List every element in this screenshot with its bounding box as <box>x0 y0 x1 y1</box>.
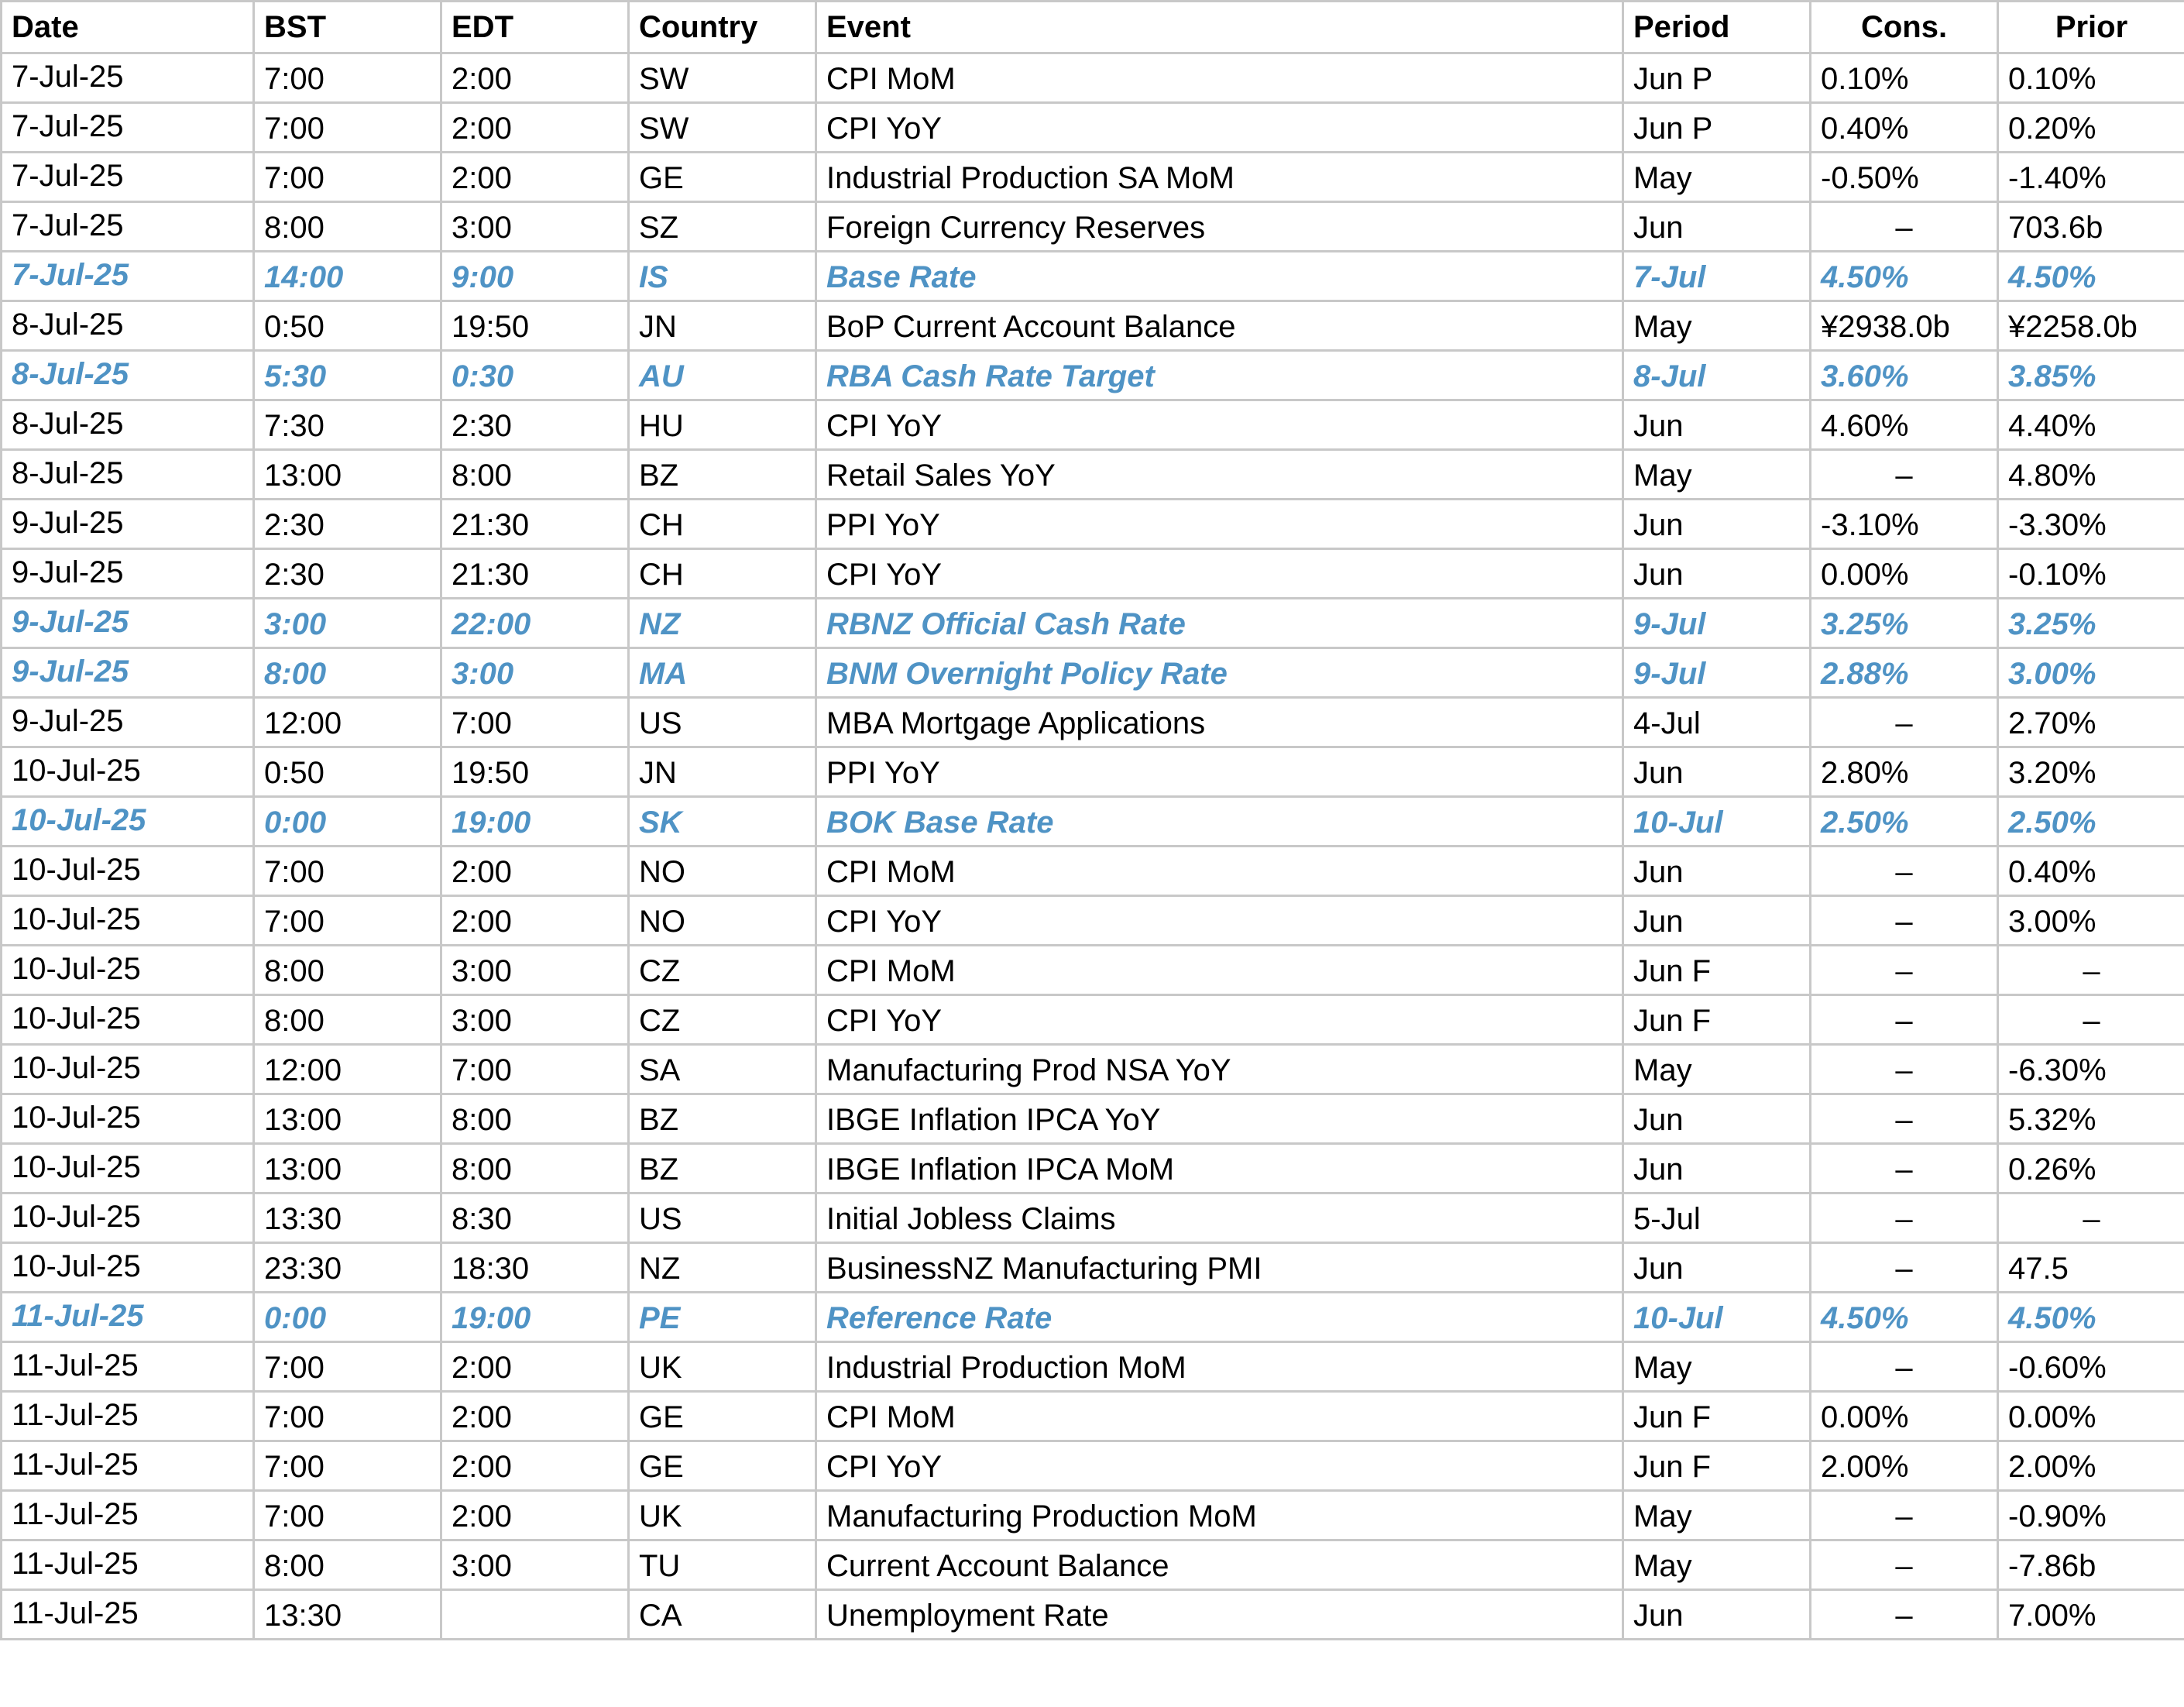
cell-event: CPI YoY <box>816 103 1623 153</box>
cell-date: 11-Jul-25 <box>2 1441 254 1491</box>
cell-date: 9-Jul-25 <box>2 698 254 747</box>
cell-cons: 0.10% <box>1811 53 1998 103</box>
cell-date: 11-Jul-25 <box>2 1540 254 1590</box>
cell-country: NZ <box>629 599 816 648</box>
cell-period: Jun <box>1623 747 1811 797</box>
cell-event: PPI YoY <box>816 500 1623 549</box>
table-row <box>2 946 2184 995</box>
cell-bst: 7:00 <box>254 1441 441 1491</box>
cell-bst: 7:00 <box>254 1491 441 1540</box>
cell-prior: -7.86b <box>1998 1540 2184 1590</box>
cell-event: CPI MoM <box>816 1392 1623 1441</box>
cell-edt: 3:00 <box>441 648 629 698</box>
cell-date: 7-Jul-25 <box>2 53 254 103</box>
cell-edt: 22:00 <box>441 599 629 648</box>
table-row <box>2 1540 2184 1590</box>
cell-event: CPI MoM <box>816 847 1623 896</box>
cell-bst: 13:00 <box>254 1144 441 1194</box>
cell-country: GE <box>629 1441 816 1491</box>
cell-country: HU <box>629 400 816 450</box>
cell-country: US <box>629 1194 816 1243</box>
cell-event: Current Account Balance <box>816 1540 1623 1590</box>
cell-period: 7-Jul <box>1623 252 1811 301</box>
cell-date: 9-Jul-25 <box>2 648 254 698</box>
cell-country: BZ <box>629 450 816 500</box>
cell-cons: – <box>1811 995 1998 1045</box>
cell-cons: 2.50% <box>1811 797 1998 847</box>
cell-edt: 19:50 <box>441 301 629 351</box>
cell-period: Jun <box>1623 1590 1811 1640</box>
cell-date: 8-Jul-25 <box>2 351 254 400</box>
cell-event: IBGE Inflation IPCA MoM <box>816 1144 1623 1194</box>
cell-period: May <box>1623 450 1811 500</box>
cell-cons: -0.50% <box>1811 153 1998 202</box>
cell-edt: 21:30 <box>441 549 629 599</box>
cell-bst: 0:00 <box>254 1293 441 1342</box>
cell-edt: 2:00 <box>441 1392 629 1441</box>
cell-bst: 8:00 <box>254 1540 441 1590</box>
cell-cons: 0.40% <box>1811 103 1998 153</box>
cell-country: TU <box>629 1540 816 1590</box>
cell-edt: 2:00 <box>441 1342 629 1392</box>
cell-event: Retail Sales YoY <box>816 450 1623 500</box>
cell-bst: 3:00 <box>254 599 441 648</box>
cell-date: 11-Jul-25 <box>2 1491 254 1540</box>
cell-period: Jun F <box>1623 1441 1811 1491</box>
cell-bst: 7:00 <box>254 1342 441 1392</box>
cell-period: 9-Jul <box>1623 648 1811 698</box>
cell-country: UK <box>629 1491 816 1540</box>
cell-edt: 21:30 <box>441 500 629 549</box>
cell-prior: 3.20% <box>1998 747 2184 797</box>
cell-period: Jun <box>1623 896 1811 946</box>
cell-country: CZ <box>629 946 816 995</box>
cell-period: Jun <box>1623 1243 1811 1293</box>
cell-country: IS <box>629 252 816 301</box>
table-row <box>2 202 2184 252</box>
cell-bst: 8:00 <box>254 995 441 1045</box>
cell-bst: 7:00 <box>254 153 441 202</box>
cell-event: Base Rate <box>816 252 1623 301</box>
table-row-rate-decision <box>2 797 2184 847</box>
cell-event: Manufacturing Production MoM <box>816 1491 1623 1540</box>
cell-date: 10-Jul-25 <box>2 1094 254 1144</box>
cell-bst: 12:00 <box>254 698 441 747</box>
cell-date: 10-Jul-25 <box>2 1243 254 1293</box>
cell-date: 11-Jul-25 <box>2 1392 254 1441</box>
cell-event: IBGE Inflation IPCA YoY <box>816 1094 1623 1144</box>
cell-edt: 9:00 <box>441 252 629 301</box>
cell-event: Manufacturing Prod NSA YoY <box>816 1045 1623 1094</box>
cell-prior: 0.20% <box>1998 103 2184 153</box>
cell-edt: 0:30 <box>441 351 629 400</box>
table-row <box>2 500 2184 549</box>
cell-edt: 2:00 <box>441 847 629 896</box>
cell-edt: 18:30 <box>441 1243 629 1293</box>
cell-cons: – <box>1811 1243 1998 1293</box>
cell-country: CH <box>629 500 816 549</box>
table-row-rate-decision <box>2 351 2184 400</box>
cell-period: May <box>1623 1342 1811 1392</box>
cell-period: Jun <box>1623 400 1811 450</box>
cell-period: Jun <box>1623 202 1811 252</box>
cell-edt: 8:30 <box>441 1194 629 1243</box>
cell-cons: 3.60% <box>1811 351 1998 400</box>
cell-prior: 4.50% <box>1998 1293 2184 1342</box>
cell-prior: 5.32% <box>1998 1094 2184 1144</box>
cell-country: NZ <box>629 1243 816 1293</box>
cell-edt: 2:30 <box>441 400 629 450</box>
cell-cons: 4.50% <box>1811 252 1998 301</box>
cell-cons: – <box>1811 847 1998 896</box>
cell-edt: 8:00 <box>441 450 629 500</box>
cell-event: RBA Cash Rate Target <box>816 351 1623 400</box>
cell-edt: 7:00 <box>441 1045 629 1094</box>
cell-period: Jun <box>1623 847 1811 896</box>
cell-cons: – <box>1811 1045 1998 1094</box>
cell-event: CPI YoY <box>816 549 1623 599</box>
cell-period: May <box>1623 1491 1811 1540</box>
cell-bst: 0:00 <box>254 797 441 847</box>
cell-date: 7-Jul-25 <box>2 153 254 202</box>
cell-prior: 4.50% <box>1998 252 2184 301</box>
cell-edt: 19:00 <box>441 1293 629 1342</box>
table-row-rate-decision <box>2 599 2184 648</box>
cell-date: 10-Jul-25 <box>2 1045 254 1094</box>
table-row <box>2 103 2184 153</box>
cell-cons: – <box>1811 946 1998 995</box>
table-row <box>2 1342 2184 1392</box>
cell-event: RBNZ Official Cash Rate <box>816 599 1623 648</box>
cell-prior: -0.10% <box>1998 549 2184 599</box>
cell-cons: 0.00% <box>1811 549 1998 599</box>
cell-country: SA <box>629 1045 816 1094</box>
cell-period: Jun <box>1623 549 1811 599</box>
cell-cons: 3.25% <box>1811 599 1998 648</box>
cell-period: Jun F <box>1623 995 1811 1045</box>
cell-edt: 2:00 <box>441 896 629 946</box>
header-row <box>2 2 2184 53</box>
cell-date: 10-Jul-25 <box>2 995 254 1045</box>
cell-event: CPI YoY <box>816 1441 1623 1491</box>
cell-event: PPI YoY <box>816 747 1623 797</box>
cell-edt: 8:00 <box>441 1144 629 1194</box>
cell-date: 11-Jul-25 <box>2 1293 254 1342</box>
cell-cons: – <box>1811 896 1998 946</box>
cell-prior: 2.70% <box>1998 698 2184 747</box>
cell-edt: 8:00 <box>441 1094 629 1144</box>
cell-prior: 703.6b <box>1998 202 2184 252</box>
header-prior: Prior <box>1998 2 2184 53</box>
cell-date: 8-Jul-25 <box>2 301 254 351</box>
cell-prior: 0.00% <box>1998 1392 2184 1441</box>
cell-bst: 7:00 <box>254 103 441 153</box>
cell-period: May <box>1623 301 1811 351</box>
cell-prior: ¥2258.0b <box>1998 301 2184 351</box>
cell-period: 8-Jul <box>1623 351 1811 400</box>
cell-cons: – <box>1811 450 1998 500</box>
cell-prior: – <box>1998 995 2184 1045</box>
cell-prior: -0.90% <box>1998 1491 2184 1540</box>
cell-cons: -3.10% <box>1811 500 1998 549</box>
cell-bst: 13:00 <box>254 450 441 500</box>
table-row <box>2 747 2184 797</box>
table-row <box>2 1243 2184 1293</box>
cell-country: NO <box>629 847 816 896</box>
table-row <box>2 1144 2184 1194</box>
cell-period: 9-Jul <box>1623 599 1811 648</box>
cell-date: 10-Jul-25 <box>2 1194 254 1243</box>
cell-bst: 0:50 <box>254 747 441 797</box>
cell-event: Unemployment Rate <box>816 1590 1623 1640</box>
cell-date: 8-Jul-25 <box>2 450 254 500</box>
cell-prior: -1.40% <box>1998 153 2184 202</box>
cell-bst: 0:50 <box>254 301 441 351</box>
cell-edt: 2:00 <box>441 103 629 153</box>
cell-period: 4-Jul <box>1623 698 1811 747</box>
cell-date: 8-Jul-25 <box>2 400 254 450</box>
cell-cons: – <box>1811 1094 1998 1144</box>
cell-bst: 7:00 <box>254 53 441 103</box>
cell-cons: – <box>1811 202 1998 252</box>
cell-bst: 2:30 <box>254 500 441 549</box>
cell-edt: 19:50 <box>441 747 629 797</box>
cell-bst: 14:00 <box>254 252 441 301</box>
cell-prior: 2.00% <box>1998 1441 2184 1491</box>
cell-country: CH <box>629 549 816 599</box>
cell-event: BoP Current Account Balance <box>816 301 1623 351</box>
cell-period: May <box>1623 153 1811 202</box>
cell-cons: 2.00% <box>1811 1441 1998 1491</box>
cell-date: 10-Jul-25 <box>2 747 254 797</box>
cell-prior: 3.00% <box>1998 896 2184 946</box>
cell-bst: 7:00 <box>254 896 441 946</box>
cell-edt: 3:00 <box>441 946 629 995</box>
cell-country: US <box>629 698 816 747</box>
cell-date: 10-Jul-25 <box>2 797 254 847</box>
cell-prior: 3.00% <box>1998 648 2184 698</box>
header-date: Date <box>2 2 254 53</box>
cell-country: GE <box>629 153 816 202</box>
cell-prior: 0.10% <box>1998 53 2184 103</box>
cell-prior: 3.85% <box>1998 351 2184 400</box>
cell-period: Jun P <box>1623 53 1811 103</box>
cell-period: 10-Jul <box>1623 1293 1811 1342</box>
cell-period: Jun <box>1623 500 1811 549</box>
cell-prior: 2.50% <box>1998 797 2184 847</box>
cell-country: BZ <box>629 1144 816 1194</box>
cell-bst: 8:00 <box>254 202 441 252</box>
cell-cons: – <box>1811 1144 1998 1194</box>
cell-prior: -6.30% <box>1998 1045 2184 1094</box>
table-row <box>2 53 2184 103</box>
cell-edt: 2:00 <box>441 1491 629 1540</box>
cell-bst: 7:00 <box>254 1392 441 1441</box>
header-bst: BST <box>254 2 441 53</box>
cell-cons: 2.88% <box>1811 648 1998 698</box>
cell-date: 10-Jul-25 <box>2 847 254 896</box>
table-row <box>2 400 2184 450</box>
header-event: Event <box>816 2 1623 53</box>
table-row <box>2 995 2184 1045</box>
table-row-rate-decision <box>2 252 2184 301</box>
cell-cons: 0.00% <box>1811 1392 1998 1441</box>
cell-event: CPI YoY <box>816 896 1623 946</box>
cell-cons: – <box>1811 698 1998 747</box>
cell-country: BZ <box>629 1094 816 1144</box>
cell-prior: 4.80% <box>1998 450 2184 500</box>
cell-country: SW <box>629 53 816 103</box>
cell-period: Jun <box>1623 1094 1811 1144</box>
cell-prior: 0.40% <box>1998 847 2184 896</box>
cell-cons: – <box>1811 1491 1998 1540</box>
cell-prior: -0.60% <box>1998 1342 2184 1392</box>
cell-prior: 4.40% <box>1998 400 2184 450</box>
table-row-rate-decision <box>2 648 2184 698</box>
cell-period: May <box>1623 1540 1811 1590</box>
table-row <box>2 1194 2184 1243</box>
cell-country: AU <box>629 351 816 400</box>
cell-country: SK <box>629 797 816 847</box>
cell-bst: 13:30 <box>254 1194 441 1243</box>
table-row-rate-decision <box>2 1293 2184 1342</box>
cell-country: UK <box>629 1342 816 1392</box>
cell-event: CPI MoM <box>816 53 1623 103</box>
cell-event: Initial Jobless Claims <box>816 1194 1623 1243</box>
cell-cons: – <box>1811 1590 1998 1640</box>
table-row <box>2 1392 2184 1441</box>
table-row <box>2 549 2184 599</box>
cell-period: Jun F <box>1623 946 1811 995</box>
header-cons: Cons. <box>1811 2 1998 53</box>
cell-cons: 4.60% <box>1811 400 1998 450</box>
cell-edt: 2:00 <box>441 1441 629 1491</box>
cell-date: 9-Jul-25 <box>2 549 254 599</box>
cell-period: Jun P <box>1623 103 1811 153</box>
cell-period: 5-Jul <box>1623 1194 1811 1243</box>
cell-date: 9-Jul-25 <box>2 599 254 648</box>
cell-bst: 8:00 <box>254 946 441 995</box>
cell-edt: 3:00 <box>441 202 629 252</box>
table-row <box>2 698 2184 747</box>
cell-period: Jun F <box>1623 1392 1811 1441</box>
cell-event: CPI MoM <box>816 946 1623 995</box>
cell-country: SW <box>629 103 816 153</box>
cell-country: CZ <box>629 995 816 1045</box>
cell-prior: 0.26% <box>1998 1144 2184 1194</box>
cell-date: 11-Jul-25 <box>2 1342 254 1392</box>
cell-date: 10-Jul-25 <box>2 1144 254 1194</box>
cell-prior: -3.30% <box>1998 500 2184 549</box>
table-row <box>2 1045 2184 1094</box>
cell-cons: – <box>1811 1342 1998 1392</box>
cell-prior: – <box>1998 1194 2184 1243</box>
cell-bst: 13:30 <box>254 1590 441 1640</box>
cell-date: 11-Jul-25 <box>2 1590 254 1640</box>
cell-date: 7-Jul-25 <box>2 103 254 153</box>
table-row <box>2 450 2184 500</box>
cell-prior: – <box>1998 946 2184 995</box>
table-row <box>2 896 2184 946</box>
cell-bst: 12:00 <box>254 1045 441 1094</box>
cell-bst: 23:30 <box>254 1243 441 1293</box>
table-row <box>2 153 2184 202</box>
cell-cons: 4.50% <box>1811 1293 1998 1342</box>
cell-bst: 5:30 <box>254 351 441 400</box>
table-row <box>2 1441 2184 1491</box>
cell-event: CPI YoY <box>816 995 1623 1045</box>
cell-date: 9-Jul-25 <box>2 500 254 549</box>
header-country: Country <box>629 2 816 53</box>
cell-edt: 2:00 <box>441 53 629 103</box>
cell-prior: 47.5 <box>1998 1243 2184 1293</box>
cell-country: GE <box>629 1392 816 1441</box>
cell-date: 10-Jul-25 <box>2 946 254 995</box>
cell-bst: 7:00 <box>254 847 441 896</box>
cell-edt: 7:00 <box>441 698 629 747</box>
cell-date: 7-Jul-25 <box>2 252 254 301</box>
table-row <box>2 1094 2184 1144</box>
cell-cons: 2.80% <box>1811 747 1998 797</box>
cell-edt: 3:00 <box>441 1540 629 1590</box>
cell-prior: 7.00% <box>1998 1590 2184 1640</box>
cell-event: Foreign Currency Reserves <box>816 202 1623 252</box>
cell-cons: – <box>1811 1194 1998 1243</box>
table-row <box>2 1590 2184 1640</box>
cell-period: 10-Jul <box>1623 797 1811 847</box>
cell-bst: 13:00 <box>254 1094 441 1144</box>
cell-prior: 3.25% <box>1998 599 2184 648</box>
cell-edt: 19:00 <box>441 797 629 847</box>
cell-edt: 3:00 <box>441 995 629 1045</box>
cell-country: JN <box>629 747 816 797</box>
cell-country: MA <box>629 648 816 698</box>
cell-event: MBA Mortgage Applications <box>816 698 1623 747</box>
cell-bst: 8:00 <box>254 648 441 698</box>
table-row <box>2 1491 2184 1540</box>
cell-event: Industrial Production SA MoM <box>816 153 1623 202</box>
cell-cons: – <box>1811 1540 1998 1590</box>
cell-cons: ¥2938.0b <box>1811 301 1998 351</box>
cell-event: BNM Overnight Policy Rate <box>816 648 1623 698</box>
cell-event: BOK Base Rate <box>816 797 1623 847</box>
cell-date: 10-Jul-25 <box>2 896 254 946</box>
cell-event: Reference Rate <box>816 1293 1623 1342</box>
table-row <box>2 301 2184 351</box>
cell-edt: 2:00 <box>441 153 629 202</box>
table-body <box>2 53 2184 1640</box>
cell-bst: 7:30 <box>254 400 441 450</box>
cell-country: PE <box>629 1293 816 1342</box>
cell-period: Jun <box>1623 1144 1811 1194</box>
table-row <box>2 847 2184 896</box>
cell-date: 7-Jul-25 <box>2 202 254 252</box>
header-period: Period <box>1623 2 1811 53</box>
cell-period: May <box>1623 1045 1811 1094</box>
cell-country: SZ <box>629 202 816 252</box>
header-edt: EDT <box>441 2 629 53</box>
cell-event: CPI YoY <box>816 400 1623 450</box>
cell-country: NO <box>629 896 816 946</box>
cell-event: Industrial Production MoM <box>816 1342 1623 1392</box>
cell-event: BusinessNZ Manufacturing PMI <box>816 1243 1623 1293</box>
cell-bst: 2:30 <box>254 549 441 599</box>
cell-country: JN <box>629 301 816 351</box>
cell-edt <box>441 1590 629 1640</box>
cell-country: CA <box>629 1590 816 1640</box>
